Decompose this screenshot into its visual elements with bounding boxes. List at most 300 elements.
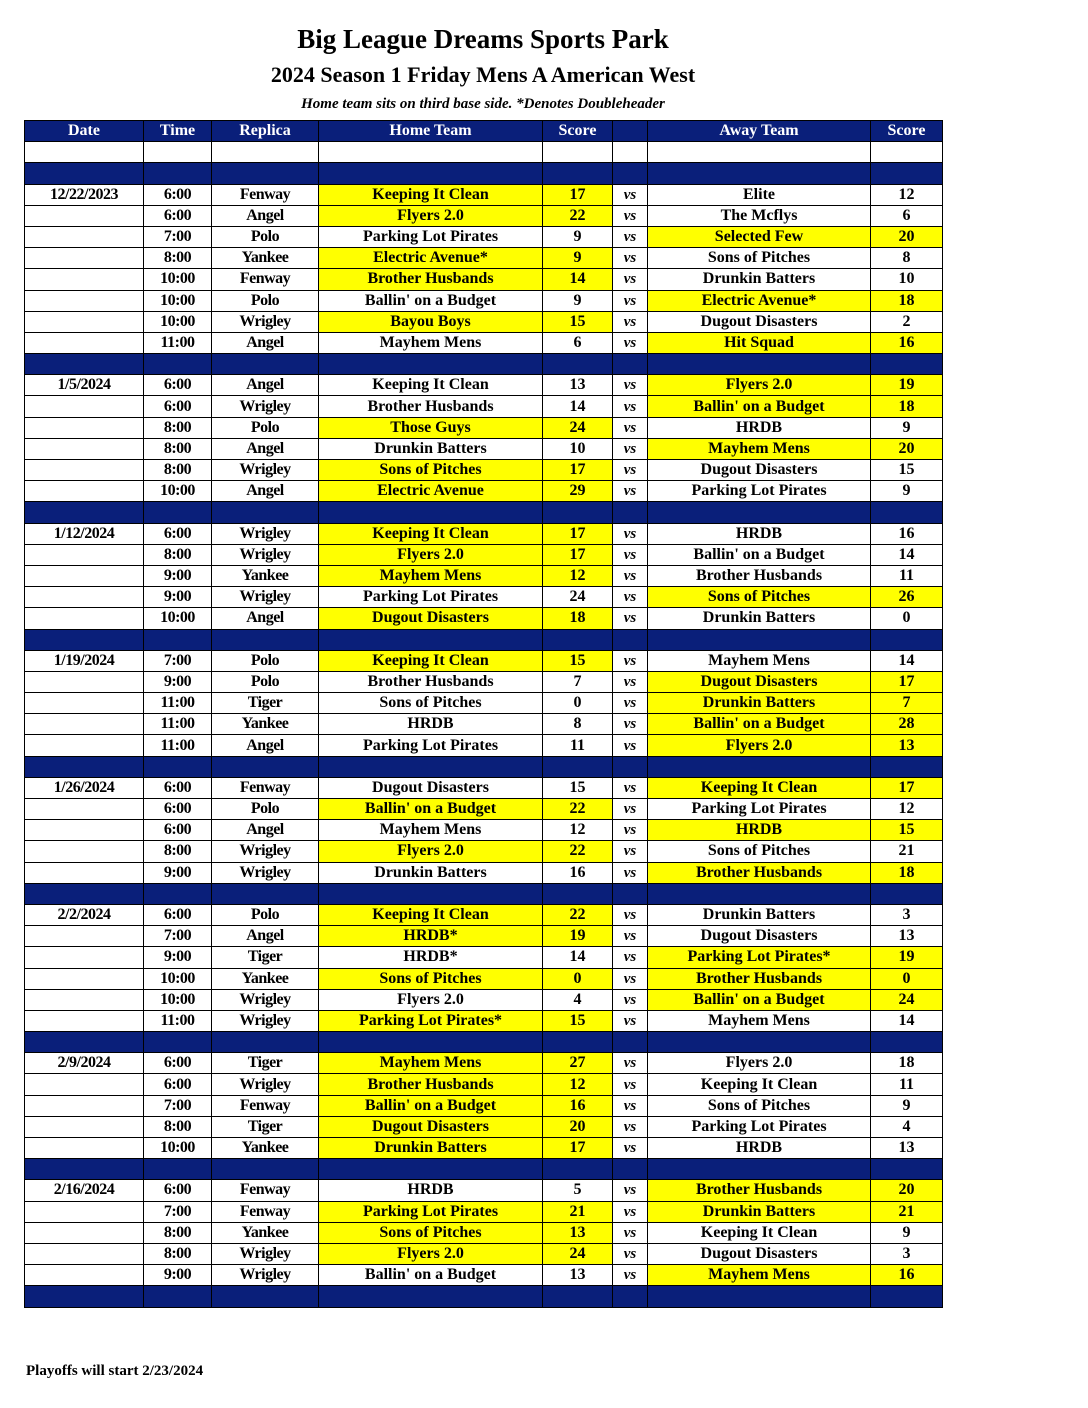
away-team: Sons of Pitches [648,841,871,862]
game-date [25,417,144,438]
away-score: 14 [871,650,943,671]
away-team: Electric Avenue* [648,290,871,311]
away-team: Mayhem Mens [648,1010,871,1031]
away-score: 15 [871,820,943,841]
home-score: 22 [543,799,613,820]
home-score: 16 [543,1095,613,1116]
game-date [25,989,144,1010]
game-field: Angel [212,926,319,947]
home-score: 20 [543,1116,613,1137]
game-time: 6:00 [144,820,212,841]
vs-label: vs [613,587,648,608]
home-score: 9 [543,248,613,269]
empty-cell [212,629,319,650]
away-team: Ballin' on a Budget [648,396,871,417]
game-date [25,1116,144,1137]
home-score: 29 [543,481,613,502]
home-team: HRDB* [319,947,543,968]
away-score: 6 [871,205,943,226]
game-date [25,1243,144,1264]
empty-cell [871,1286,943,1307]
game-time: 10:00 [144,968,212,989]
separator-row [25,163,943,184]
home-score: 22 [543,841,613,862]
away-score: 11 [871,565,943,586]
empty-cell [543,142,613,163]
empty-cell [25,1286,144,1307]
away-score: 17 [871,777,943,798]
away-team: Drunkin Batters [648,904,871,925]
game-date [25,820,144,841]
game-date [25,481,144,502]
home-team: Ballin' on a Budget [319,1265,543,1286]
game-date: 2/2/2024 [25,904,144,925]
game-time: 10:00 [144,989,212,1010]
vs-label: vs [613,820,648,841]
away-score: 10 [871,269,943,290]
game-time: 6:00 [144,1074,212,1095]
home-team: Sons of Pitches [319,693,543,714]
home-team: Mayhem Mens [319,332,543,353]
empty-cell [613,502,648,523]
game-time: 8:00 [144,460,212,481]
empty-cell [543,629,613,650]
away-team: The Mcflys [648,205,871,226]
game-row [25,1010,943,1031]
game-time: 9:00 [144,671,212,692]
vs-label: vs [613,671,648,692]
vs-label: vs [613,947,648,968]
home-score: 4 [543,989,613,1010]
game-row [25,1138,943,1159]
empty-cell [25,502,144,523]
game-date [25,1138,144,1159]
home-score: 12 [543,820,613,841]
game-date [25,248,144,269]
game-row [25,184,943,205]
game-row [25,332,943,353]
game-field: Wrigley [212,862,319,883]
away-team: Selected Few [648,226,871,247]
vs-label: vs [613,1222,648,1243]
home-team: Drunkin Batters [319,438,543,459]
away-score: 9 [871,417,943,438]
away-score: 18 [871,396,943,417]
away-score: 4 [871,1116,943,1137]
home-score: 14 [543,269,613,290]
away-score: 19 [871,375,943,396]
empty-cell [871,883,943,904]
game-date [25,1095,144,1116]
game-row [25,1243,943,1264]
away-score: 16 [871,523,943,544]
vs-label: vs [613,1201,648,1222]
home-score: 18 [543,608,613,629]
col-header-vs [613,121,648,142]
home-team: Flyers 2.0 [319,841,543,862]
empty-cell [871,1032,943,1053]
home-team: Flyers 2.0 [319,1243,543,1264]
empty-cell [144,502,212,523]
home-team: Drunkin Batters [319,1138,543,1159]
game-row [25,671,943,692]
separator-row [25,502,943,523]
game-date: 2/9/2024 [25,1053,144,1074]
away-score: 18 [871,1053,943,1074]
empty-cell [25,1159,144,1180]
game-row [25,269,943,290]
game-field: Fenway [212,1180,319,1201]
game-field: Fenway [212,1095,319,1116]
empty-cell [319,629,543,650]
game-field: Polo [212,671,319,692]
game-row [25,205,943,226]
game-row [25,587,943,608]
home-team: Mayhem Mens [319,565,543,586]
game-date [25,290,144,311]
game-row [25,714,943,735]
game-date [25,396,144,417]
empty-cell [319,883,543,904]
playoffs-note: Playoffs will start 2/23/2024 [26,1363,204,1379]
away-score: 17 [871,671,943,692]
game-date [25,841,144,862]
away-score: 14 [871,1010,943,1031]
game-date [25,968,144,989]
empty-cell [613,142,648,163]
vs-label: vs [613,544,648,565]
away-team: Ballin' on a Budget [648,989,871,1010]
home-score: 16 [543,862,613,883]
vs-label: vs [613,693,648,714]
vs-label: vs [613,1095,648,1116]
game-row [25,947,943,968]
away-team: Flyers 2.0 [648,735,871,756]
home-team: Ballin' on a Budget [319,1095,543,1116]
away-team: Dugout Disasters [648,671,871,692]
empty-cell [144,163,212,184]
home-team: Mayhem Mens [319,820,543,841]
game-time: 6:00 [144,777,212,798]
game-time: 6:00 [144,1180,212,1201]
empty-cell [212,1286,319,1307]
home-team: Keeping It Clean [319,523,543,544]
home-score: 14 [543,396,613,417]
vs-label: vs [613,735,648,756]
empty-cell [613,1286,648,1307]
home-score: 15 [543,311,613,332]
game-time: 9:00 [144,587,212,608]
away-score: 9 [871,1222,943,1243]
away-score: 13 [871,735,943,756]
game-row [25,438,943,459]
game-field: Wrigley [212,841,319,862]
empty-cell [319,502,543,523]
away-team: Sons of Pitches [648,1095,871,1116]
empty-cell [648,1159,871,1180]
game-row [25,1180,943,1201]
empty-cell [144,756,212,777]
away-team: Dugout Disasters [648,460,871,481]
empty-cell [212,163,319,184]
game-field: Wrigley [212,989,319,1010]
home-score: 7 [543,671,613,692]
away-team: Mayhem Mens [648,438,871,459]
home-team: Keeping It Clean [319,650,543,671]
game-time: 10:00 [144,290,212,311]
away-team: HRDB [648,523,871,544]
vs-label: vs [613,417,648,438]
game-date [25,587,144,608]
game-date [25,311,144,332]
away-team: HRDB [648,1138,871,1159]
home-score: 11 [543,735,613,756]
empty-cell [613,354,648,375]
away-score: 20 [871,226,943,247]
game-row [25,841,943,862]
home-team: Electric Avenue* [319,248,543,269]
game-time: 6:00 [144,904,212,925]
game-field: Fenway [212,1201,319,1222]
empty-cell [25,142,144,163]
away-team: HRDB [648,820,871,841]
empty-cell [613,883,648,904]
away-score: 20 [871,438,943,459]
game-field: Wrigley [212,460,319,481]
away-team: Brother Husbands [648,862,871,883]
away-score: 16 [871,1265,943,1286]
game-row [25,777,943,798]
game-field: Wrigley [212,544,319,565]
empty-cell [648,756,871,777]
vs-label: vs [613,650,648,671]
game-field: Yankee [212,714,319,735]
game-field: Fenway [212,184,319,205]
home-team: Electric Avenue [319,481,543,502]
game-date: 12/22/2023 [25,184,144,205]
empty-cell [871,163,943,184]
home-team: Flyers 2.0 [319,544,543,565]
home-score: 17 [543,460,613,481]
empty-cell [871,756,943,777]
game-time: 6:00 [144,523,212,544]
game-field: Tiger [212,693,319,714]
home-team: Sons of Pitches [319,1222,543,1243]
home-score: 0 [543,693,613,714]
col-header-home-score: Score [543,121,613,142]
away-team: Parking Lot Pirates [648,799,871,820]
vs-label: vs [613,205,648,226]
empty-cell [613,756,648,777]
game-time: 8:00 [144,248,212,269]
game-field: Angel [212,375,319,396]
game-field: Wrigley [212,1243,319,1264]
home-score: 22 [543,205,613,226]
vs-label: vs [613,460,648,481]
home-score: 24 [543,587,613,608]
empty-cell [319,1286,543,1307]
game-time: 6:00 [144,799,212,820]
empty-cell [144,1159,212,1180]
game-field: Fenway [212,777,319,798]
game-row [25,1053,943,1074]
away-score: 12 [871,799,943,820]
game-date [25,460,144,481]
away-score: 18 [871,862,943,883]
vs-label: vs [613,565,648,586]
game-date [25,1201,144,1222]
game-row [25,608,943,629]
col-header-time: Time [144,121,212,142]
empty-cell [543,1286,613,1307]
away-score: 21 [871,841,943,862]
game-time: 10:00 [144,1138,212,1159]
away-score: 3 [871,904,943,925]
game-field: Polo [212,799,319,820]
game-row [25,565,943,586]
away-team: Drunkin Batters [648,1201,871,1222]
vs-label: vs [613,1010,648,1031]
empty-cell [648,1032,871,1053]
vs-label: vs [613,269,648,290]
game-field: Polo [212,290,319,311]
home-score: 15 [543,650,613,671]
game-date [25,565,144,586]
game-field: Angel [212,205,319,226]
empty-cell [25,629,144,650]
empty-cell [871,1159,943,1180]
vs-label: vs [613,375,648,396]
empty-cell [212,354,319,375]
game-time: 6:00 [144,375,212,396]
vs-label: vs [613,248,648,269]
away-team: Drunkin Batters [648,269,871,290]
game-time: 6:00 [144,205,212,226]
game-time: 8:00 [144,417,212,438]
game-row [25,523,943,544]
game-date [25,735,144,756]
empty-cell [648,883,871,904]
away-team: HRDB [648,417,871,438]
game-date [25,1222,144,1243]
away-team: Elite [648,184,871,205]
vs-label: vs [613,799,648,820]
home-score: 13 [543,375,613,396]
empty-cell [648,163,871,184]
away-team: Dugout Disasters [648,1243,871,1264]
vs-label: vs [613,989,648,1010]
game-field: Wrigley [212,1010,319,1031]
empty-cell [871,142,943,163]
empty-cell [543,1159,613,1180]
game-date [25,226,144,247]
game-row [25,650,943,671]
game-row [25,968,943,989]
game-time: 8:00 [144,438,212,459]
empty-cell [648,629,871,650]
game-date [25,205,144,226]
game-field: Polo [212,904,319,925]
away-score: 3 [871,1243,943,1264]
empty-cell [319,354,543,375]
empty-cell [25,1032,144,1053]
home-team: Flyers 2.0 [319,989,543,1010]
game-field: Fenway [212,269,319,290]
home-team: Brother Husbands [319,671,543,692]
game-field: Angel [212,608,319,629]
home-score: 13 [543,1265,613,1286]
empty-cell [648,502,871,523]
away-team: Brother Husbands [648,968,871,989]
game-date [25,714,144,735]
vs-label: vs [613,926,648,947]
game-time: 10:00 [144,269,212,290]
empty-cell [212,756,319,777]
game-field: Wrigley [212,523,319,544]
home-score: 17 [543,184,613,205]
home-team: Brother Husbands [319,396,543,417]
home-team: Brother Husbands [319,1074,543,1095]
home-score: 15 [543,1010,613,1031]
game-field: Tiger [212,1053,319,1074]
vs-label: vs [613,290,648,311]
vs-label: vs [613,714,648,735]
empty-cell [319,163,543,184]
separator-row [25,1159,943,1180]
game-date [25,926,144,947]
empty-cell [144,142,212,163]
vs-label: vs [613,968,648,989]
game-field: Angel [212,481,319,502]
col-header-away-score: Score [871,121,943,142]
away-team: Parking Lot Pirates [648,481,871,502]
home-score: 27 [543,1053,613,1074]
game-field: Wrigley [212,1074,319,1095]
separator-row [25,1286,943,1307]
vs-label: vs [613,1116,648,1137]
vs-label: vs [613,1053,648,1074]
game-row [25,1116,943,1137]
game-field: Polo [212,417,319,438]
away-score: 14 [871,544,943,565]
empty-cell [543,1032,613,1053]
game-row [25,226,943,247]
game-field: Polo [212,226,319,247]
away-score: 18 [871,290,943,311]
empty-cell [25,883,144,904]
game-row [25,820,943,841]
game-time: 7:00 [144,926,212,947]
game-field: Wrigley [212,396,319,417]
away-team: Drunkin Batters [648,608,871,629]
game-field: Wrigley [212,311,319,332]
game-time: 11:00 [144,1010,212,1031]
home-score: 8 [543,714,613,735]
game-time: 10:00 [144,608,212,629]
empty-cell [871,629,943,650]
game-date [25,608,144,629]
home-score: 10 [543,438,613,459]
away-score: 20 [871,1180,943,1201]
game-row [25,799,943,820]
game-time: 11:00 [144,735,212,756]
game-time: 9:00 [144,862,212,883]
schedule-body [25,142,943,1307]
empty-cell [648,1286,871,1307]
home-team: Keeping It Clean [319,375,543,396]
game-row [25,417,943,438]
game-row [25,926,943,947]
